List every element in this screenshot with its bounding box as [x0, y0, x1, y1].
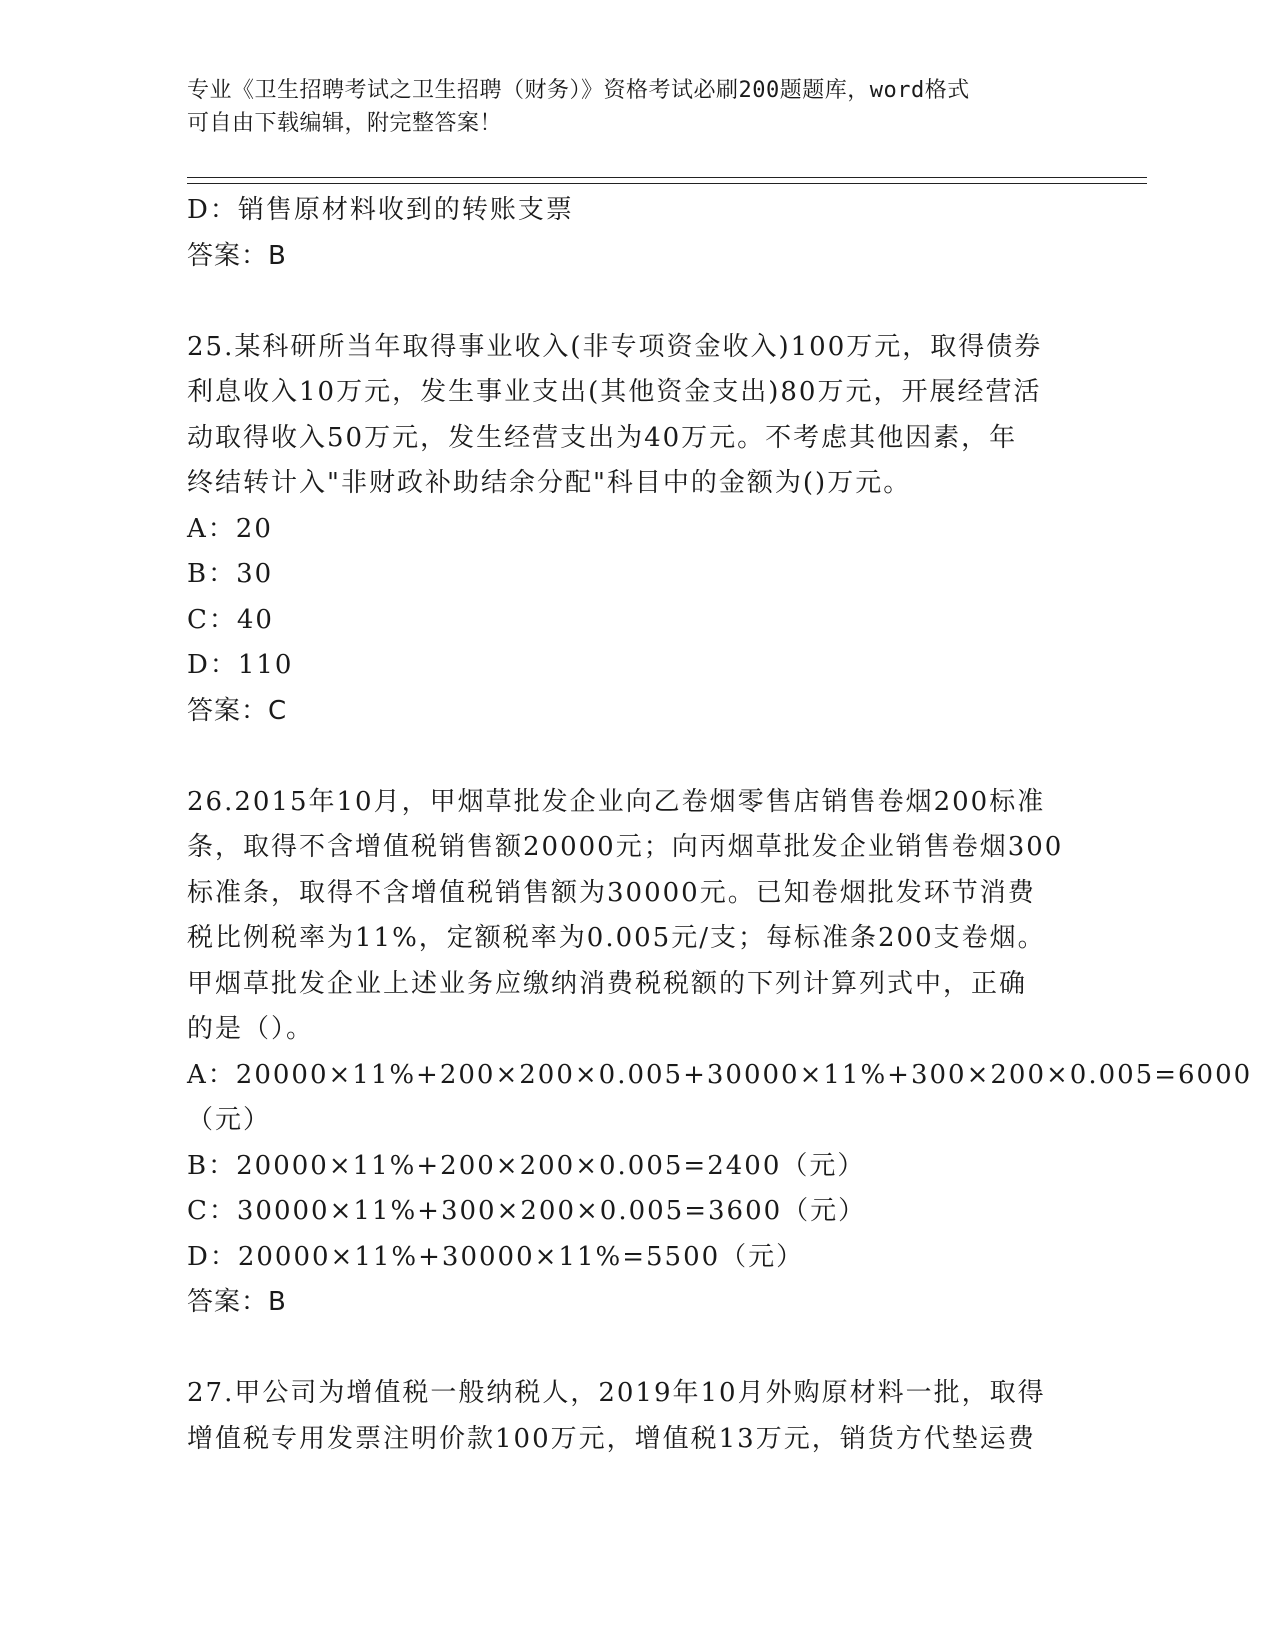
question-26-line: 标准条，取得不含增值税销售额为30000元。已知卷烟批发环节消费: [187, 877, 1036, 908]
option-d: D：110: [187, 650, 294, 680]
option-c: C：30000×11%+300×200×0.005=3600（元）: [187, 1196, 867, 1226]
option-d: D：销售原材料收到的转账支票: [187, 195, 574, 225]
question-26-line: 的是（）。: [187, 1014, 315, 1044]
option-c: C：40: [187, 604, 274, 635]
document-header: [187, 74, 1087, 140]
answer-24: 答案：B: [187, 240, 287, 271]
answer-26: 答案：B: [187, 1287, 287, 1317]
option-a: A：20: [187, 513, 273, 544]
option-a-continued: （元）: [187, 1105, 272, 1135]
question-25-line: 利息收入10万元，发生事业支出(其他资金支出)80万元，开展经营活: [187, 377, 1042, 407]
option-b: B：20000×11%+200×200×0.005=2400（元）: [187, 1150, 866, 1181]
question-27-line: 增值税专用发票注明价款100万元，增值税13万元，销货方代垫运费: [187, 1423, 1036, 1454]
header-line-2: 可自由下载编辑，附完整答案！: [187, 111, 503, 136]
question-25-line: 动取得收入50万元，发生经营支出为40万元。不考虑其他因素，年: [187, 422, 1018, 453]
question-25-line: 终结转计入"非财政补助结余分配"科目中的金额为()万元。: [187, 468, 912, 498]
header-rule-top: [187, 177, 1147, 178]
question-26-line: 税比例税率为11%，定额税率为0.005元/支；每标准条200支卷烟。: [187, 923, 1046, 953]
answer-25: 答案：C: [187, 695, 288, 726]
document-body: [187, 188, 1253, 1462]
option-d: D：20000×11%+30000×11%=5500（元）: [187, 1241, 805, 1272]
option-b: B：30: [187, 559, 274, 589]
question-26-line: 26.2015年10月，甲烟草批发企业向乙卷烟零售店销售卷烟200标准: [187, 786, 1046, 817]
question-26-line: 条，取得不含增值税销售额20000元；向丙烟草批发企业销售卷烟300: [187, 832, 1064, 862]
question-26-line: 甲烟草批发企业上述业务应缴纳消费税税额的下列计算列式中，正确: [187, 968, 1028, 999]
option-a: A：20000×11%+200×200×0.005+30000×11%+300×200×0.005=6000: [187, 1059, 1253, 1090]
question-27-line: 27.甲公司为增值税一般纳税人，2019年10月外购原材料一批，取得: [187, 1378, 1046, 1408]
header-rule-bottom: [187, 183, 1147, 184]
header-line-1: 专业《卫生招聘考试之卫生招聘（财务）》资格考试必刷200题题库，word格式: [187, 78, 970, 103]
question-25-line: 25.某科研所当年取得事业收入(非专项资金收入)100万元，取得债券: [187, 331, 1043, 362]
